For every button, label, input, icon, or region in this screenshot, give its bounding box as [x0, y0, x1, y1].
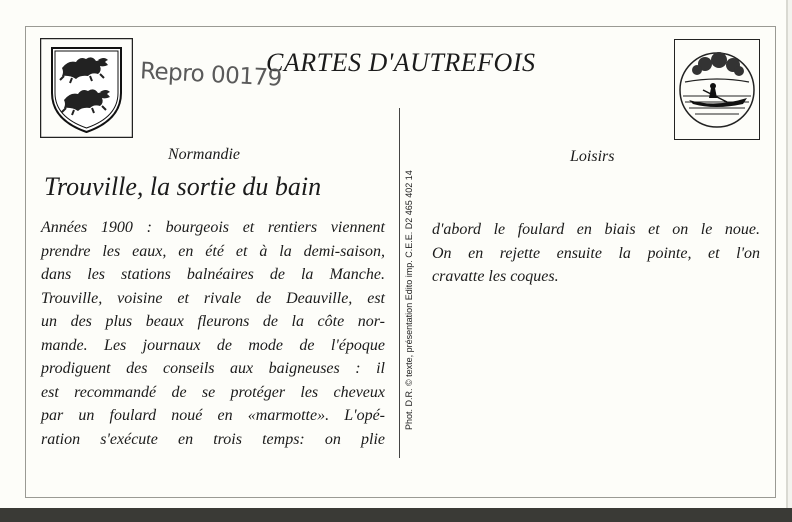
card-title: Trouville, la sortie du bain: [44, 172, 322, 201]
body-line: dans les stations balnéaires de la Manche.: [41, 266, 385, 283]
category-label: Loisirs: [570, 148, 615, 165]
body-line: On en rejette ensuite la pointe, et l'on: [432, 244, 760, 262]
printer-credit: Phot. D.R. © texte, présentation Edito imp. C.E.E. D2 465 402 14: [404, 170, 414, 430]
handwritten-reference: Repro 00179: [139, 58, 283, 92]
body-line: mande. Les journaux de mode de l'époque: [41, 336, 385, 354]
body-line: cravatte les coques.: [432, 268, 559, 285]
body-line: prendre les eaux, en été et à la demi-saison,: [41, 242, 385, 260]
normandy-coat-of-arms-icon: [40, 38, 133, 138]
center-divider: [399, 108, 400, 458]
body-line: prodiguent des conseils aux baigneuses : il: [41, 360, 385, 377]
body-line: Trouville, voisine et rivale de Deauville, est: [41, 289, 385, 307]
body-line: est recommandé de se protéger les cheveux: [41, 383, 385, 401]
series-title: CARTES D'AUTREFOIS: [266, 48, 536, 77]
scan-bottom-edge: [0, 508, 792, 522]
body-line: ration s'exécute en trois temps: on plie: [41, 430, 385, 448]
body-line: Années 1900 : bourgeois et rentiers viennent: [41, 219, 385, 236]
body-line: d'abord le foulard en biais et on le noue.: [432, 221, 760, 238]
right-body-text: [432, 218, 760, 289]
boat-on-water-icon: [674, 39, 760, 140]
region-label: Normandie: [168, 146, 240, 163]
body-line: un des plus beaux fleurons de la côte nor-: [41, 313, 385, 330]
body-line: par un foulard noué en «marmotte». L'opé-: [41, 407, 385, 424]
left-body-text: [41, 216, 385, 451]
